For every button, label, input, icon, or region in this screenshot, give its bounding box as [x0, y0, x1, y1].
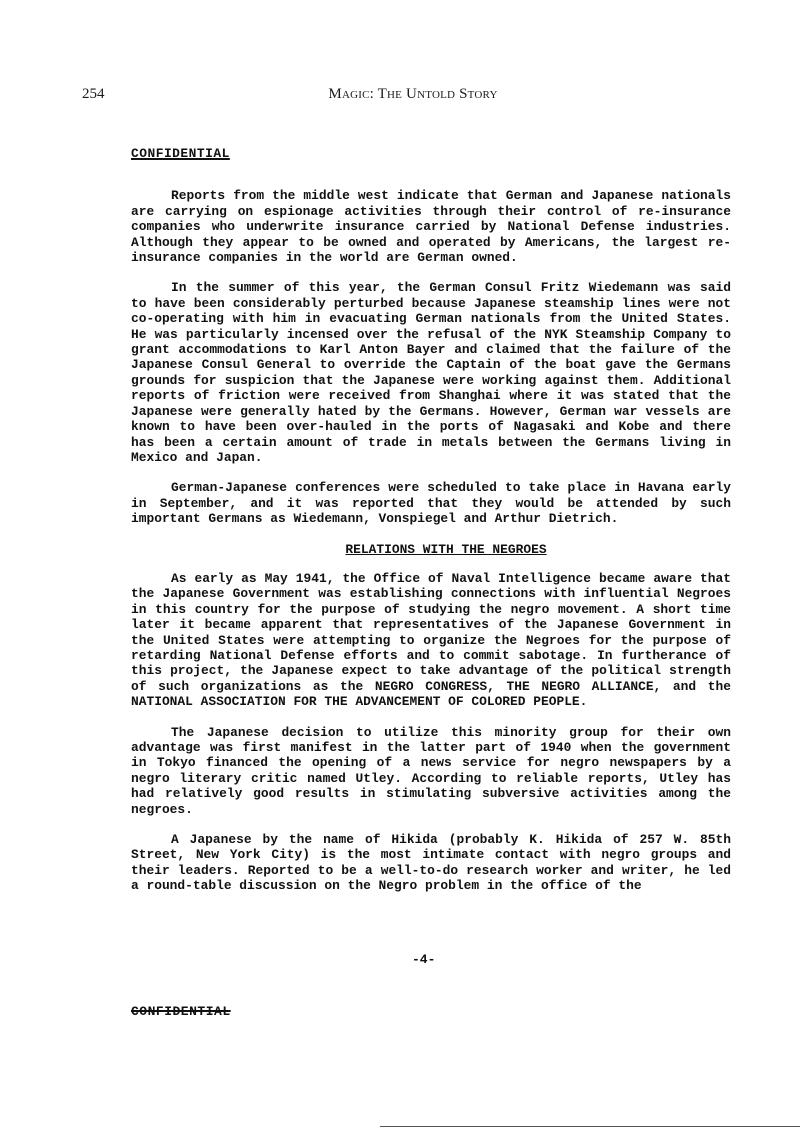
section-heading: RELATIONS WITH THE NEGROES	[345, 541, 547, 557]
paragraph: The Japanese decision to utilize this minority group for their own advantage was first manifest in the latter part of 1940 when the government in Tokyo financed the opening of a news service for negro newspapers by a negro literary critic named Utley. According to reliable reports, Utley has had relatively good results in stimulating subversive activities among the negroes.	[131, 724, 731, 817]
classification-stamp-top: CONFIDENTIAL	[131, 146, 230, 161]
paragraph: In the summer of this year, the German Consul Fritz Wiedemann was said to have been considerably perturbed because Japanese steamship lines were not co-operating with him in evacuating German nationals from the United States. He was particularly incensed over the refusal of the NYK Steamship Company to grant accommodations to Karl Anton Bayer and claimed that the failure of the Japanese Consul General to override the Captain of the boat gave the Germans grounds for suspicion that the Japanese were working against them. Additional reports of friction were received from Shanghai where it was stated that the Japanese were generally hated by the Germans. However, German war vessels are known to have been over-hauled in the ports of Nagasaki and Kobe and there has been a certain amount of trade in metals between the Germans living in Mexico and Japan.	[131, 280, 731, 465]
classification-stamp-bottom: CONFIDENTIAL	[131, 1004, 231, 1019]
page-marker: -4-	[412, 952, 436, 967]
bottom-rule	[380, 1126, 800, 1127]
paragraph: A Japanese by the name of Hikida (probably K. Hikida of 257 W. 85th Street, New York City) is the most intimate contact with negro groups and their leaders. Reported to be a well-to-do research worker and writer, he led a round-table discussion on the Negro problem in the office of the	[131, 832, 731, 894]
paragraph: Reports from the middle west indicate that German and Japanese nationals are carrying on espionage activities through their control of re-insurance companies who underwrite insurance carried by National Defense industries. Although they appear to be owned and operated by Americans, the largest re-insurance companies in the world are German owned.	[131, 188, 731, 266]
page-header	[0, 86, 800, 108]
paragraph: German-Japanese conferences were scheduled to take place in Havana early in September, and it was reported that they would be attended by such important Germans as Wiedemann, Vonspiegel and Arthur Dietrich.	[131, 480, 731, 527]
document-body	[131, 146, 731, 909]
running-title: Magic: The Untold Story	[328, 86, 498, 102]
page-number: 254	[82, 86, 105, 102]
paragraph: As early as May 1941, the Office of Naval Intelligence became aware that the Japanese Government was establishing connections with influential Negroes in this country for the purpose of studying the negro movement. A short time later it became apparent that representatives of the Japanese Government in the United States were attempting to organize the Negroes for the purpose of retarding National Defense efforts and to commit sabotage. In furtherance of this project, the Japanese expect to take advantage of the political strength of such organizations as the NEGRO CONGRESS, THE NEGRO ALLIANCE, and the NATIONAL ASSOCIATION FOR THE ADVANCEMENT OF COLORED PEOPLE.	[131, 570, 731, 710]
